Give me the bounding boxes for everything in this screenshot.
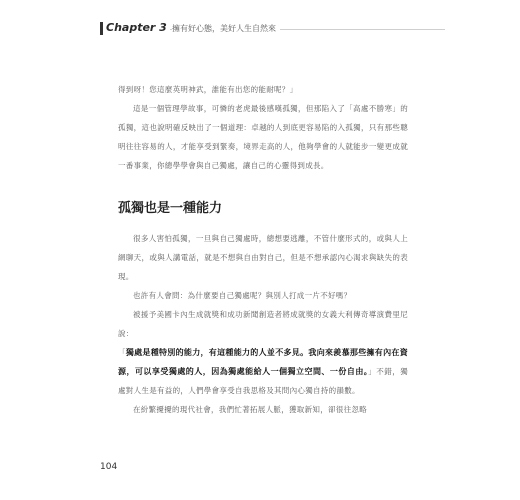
quote-bold-text: 獨處是種特別的能力，有這種能力的人並不多見。我向來羨慕那些擁有內在資源，可以享受獨處的人，因為獨處能給人一個獨立空間、一份自由。 bbox=[118, 348, 409, 376]
chapter-header bbox=[100, 22, 445, 38]
page-number: 104 bbox=[100, 462, 118, 472]
quote-close: 」 bbox=[368, 367, 377, 376]
body-paragraph-6: 在紛繁擾擾的現代社會，我們忙著拓展人脈，獲取新知，卻很往忽略 bbox=[133, 405, 367, 414]
body-paragraph-4: 也許有人會問：為什麼要自己獨處呢？與別人打成一片不好嗎？ bbox=[133, 291, 352, 300]
chapter-title: 擁有好心態，美好人生自然來 bbox=[172, 23, 280, 34]
body-paragraph-1: 得到呀！您這麼英明神武，誰能有出您的能耐呢？」 bbox=[118, 85, 298, 94]
quote-rest: 不錯，獨處對人生是有益的，人們學會享受自我思格及其問內心獨自持的韻數。 bbox=[118, 367, 408, 395]
body-paragraph-5: 被援予美國卡內生成就獎和成功新聞創造者將成就獎的女義大利傳奇導演費里尼說： bbox=[118, 310, 408, 338]
body-paragraph-2: 這是一個管理學故事，可憐的老虎最後感嘆孤獨，但那陷入了「高處不勝寒」的孤獨，這也說明確反映出了一個道理：卓越的人到底更容易陷的入孤獨，只有那些聰明往往容易的人，才能享受到緊奏，境界走高的人，他夠學會的人就能步一變更成就一番事業，你總學學會與自己獨處，讓自己的心靈得到成長。 bbox=[118, 104, 408, 170]
page-body bbox=[118, 80, 408, 419]
quote-open: 「 bbox=[118, 348, 126, 357]
quote-paragraph bbox=[118, 343, 408, 400]
chapter-label: Chapter 3 bbox=[106, 21, 167, 34]
body-paragraph-3: 很多人害怕孤獨，一旦與自己獨處時，總想要逃離，不管什麼形式的，或與人上網聊天，或與人講電話，就是不想與自由對自己，但是不想承認內心渴求與缺失的表現。 bbox=[118, 234, 408, 281]
section-title: 孤獨也是一種能力 bbox=[118, 201, 223, 216]
header-bar bbox=[100, 22, 103, 35]
